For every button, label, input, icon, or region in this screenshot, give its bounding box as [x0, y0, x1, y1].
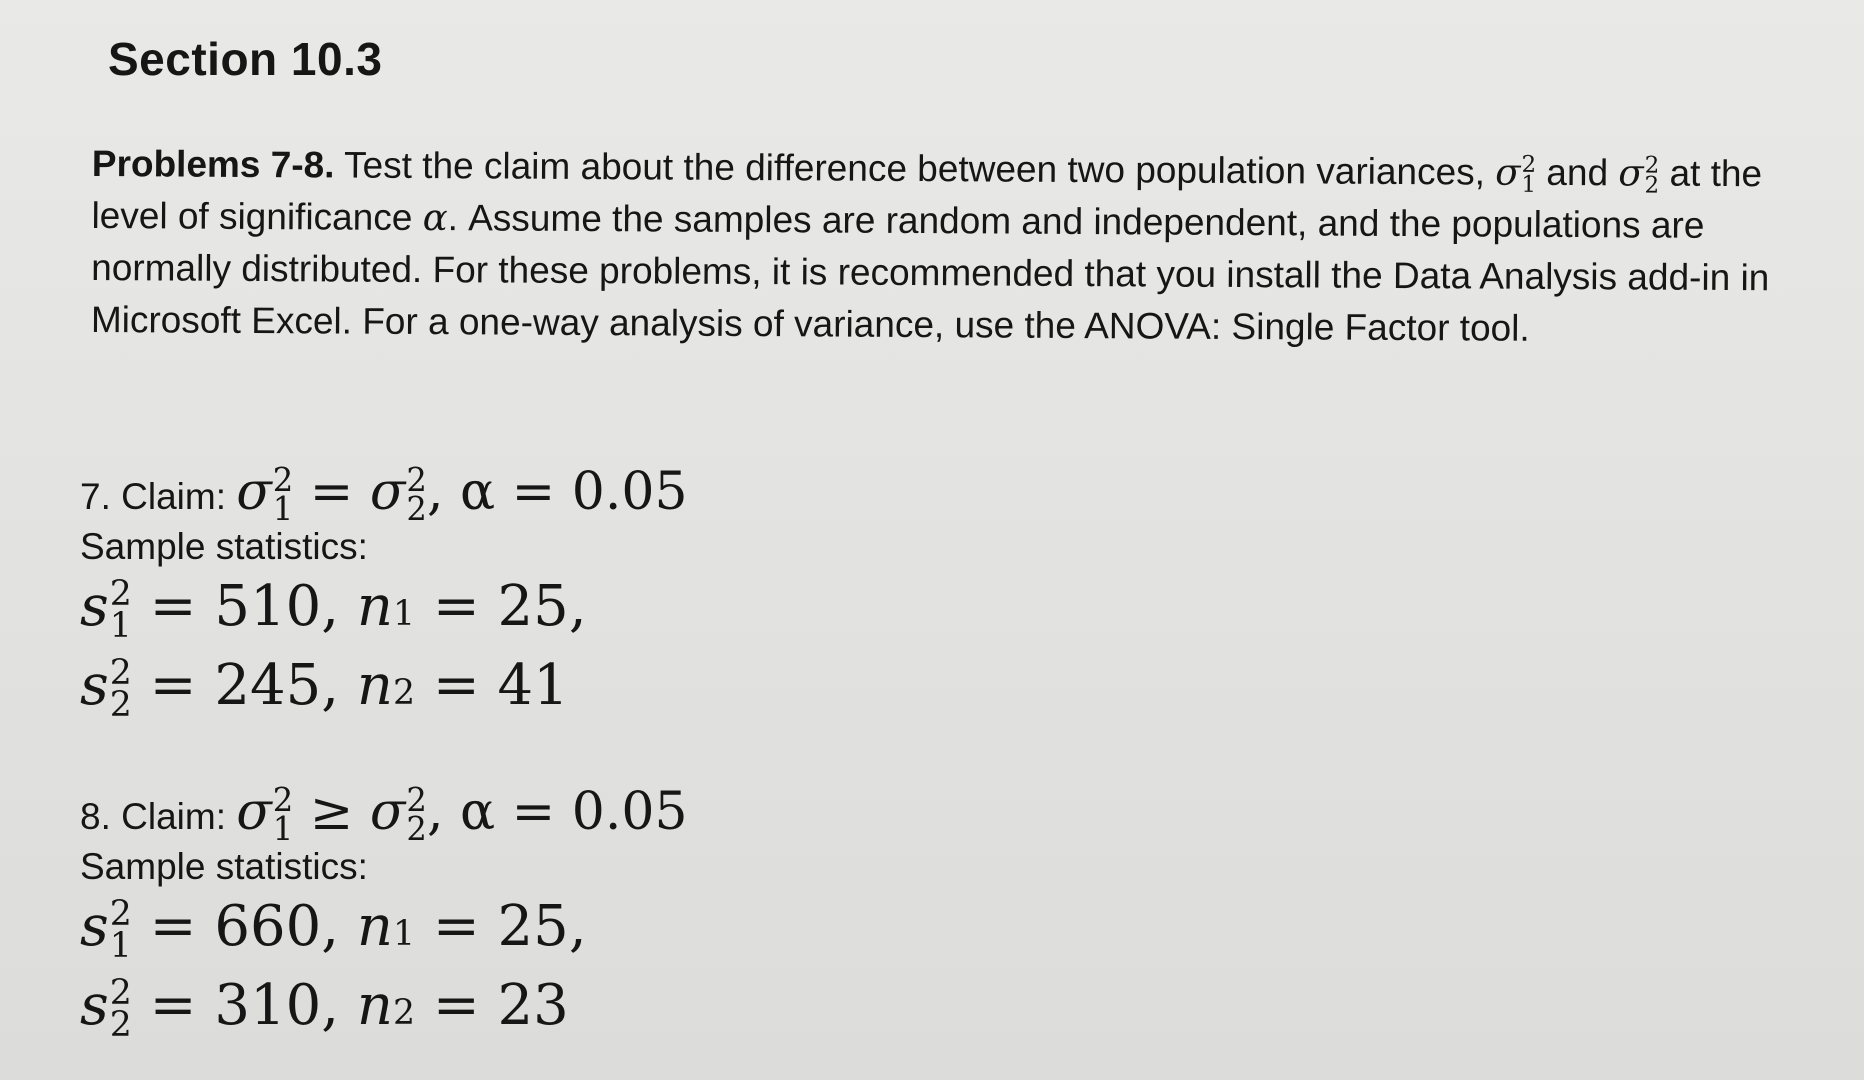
n1-value: = 25,	[415, 574, 587, 639]
s2-squared-value: = 310,	[131, 973, 357, 1038]
intro-text-4: . Assume the samples are random and independent, and the populations are normally distributed. For these problems, it is recommended that you install the Data Analysis add-in in Microsoft Excel. For a one-way analysis of variance, use the ANOVA: Single Factor tool.	[90, 197, 1770, 349]
intro-text-1: Test the claim about the difference between two population variances,	[334, 144, 1496, 193]
sigma-symbol: σ	[1618, 151, 1644, 195]
claim-label: 8. Claim:	[80, 796, 237, 837]
intro-text-2: and	[1535, 151, 1619, 194]
problem-7-claim: 7. Claim: σ 2 1 = σ 2 2 , α = 0.05	[80, 461, 688, 529]
claim-label: 7. Claim:	[80, 476, 237, 517]
sigma-2-indices: 2 2	[1644, 152, 1660, 199]
sigma-1-indices: 2 1	[1521, 151, 1537, 199]
sample-statistics-label: Sample statistics:	[80, 846, 368, 887]
s1-squared-value: = 510,	[131, 574, 357, 639]
n2-value: = 41	[415, 653, 569, 718]
sample-2-statistics: s 2 2 = 245, n2 = 41	[80, 653, 569, 725]
intro-text-3: at the level of significance	[91, 152, 1763, 239]
claim-relation: =	[293, 462, 370, 522]
n1-value: = 25,	[415, 894, 587, 959]
s2-squared-value: = 245,	[131, 653, 357, 718]
problem-7	[80, 462, 980, 729]
n2-value: = 23	[415, 973, 569, 1038]
problem-8	[80, 782, 980, 1049]
section-title: Section 10.3	[108, 33, 383, 85]
alpha-symbol: α	[422, 196, 448, 240]
s1-squared-value: = 660,	[131, 894, 357, 959]
sample-1-statistics: s 2 1 = 660, n1 = 25,	[80, 894, 587, 966]
sample-2-statistics: s 2 2 = 310, n2 = 23	[80, 973, 569, 1045]
problems-range-label: Problems 7-8.	[91, 142, 335, 186]
claim-alpha: , α = 0.05	[426, 782, 688, 842]
problem-8-claim: 8. Claim: σ 2 1 ≥ σ 2 2 , α = 0.05	[80, 781, 688, 849]
claim-relation: ≥	[293, 782, 370, 842]
sample-statistics-label: Sample statistics:	[80, 526, 368, 567]
sigma-symbol: σ	[1495, 150, 1521, 194]
claim-alpha: , α = 0.05	[426, 462, 688, 522]
sample-1-statistics: s 2 1 = 510, n1 = 25,	[80, 574, 587, 646]
problems-instructions	[91, 138, 1792, 356]
